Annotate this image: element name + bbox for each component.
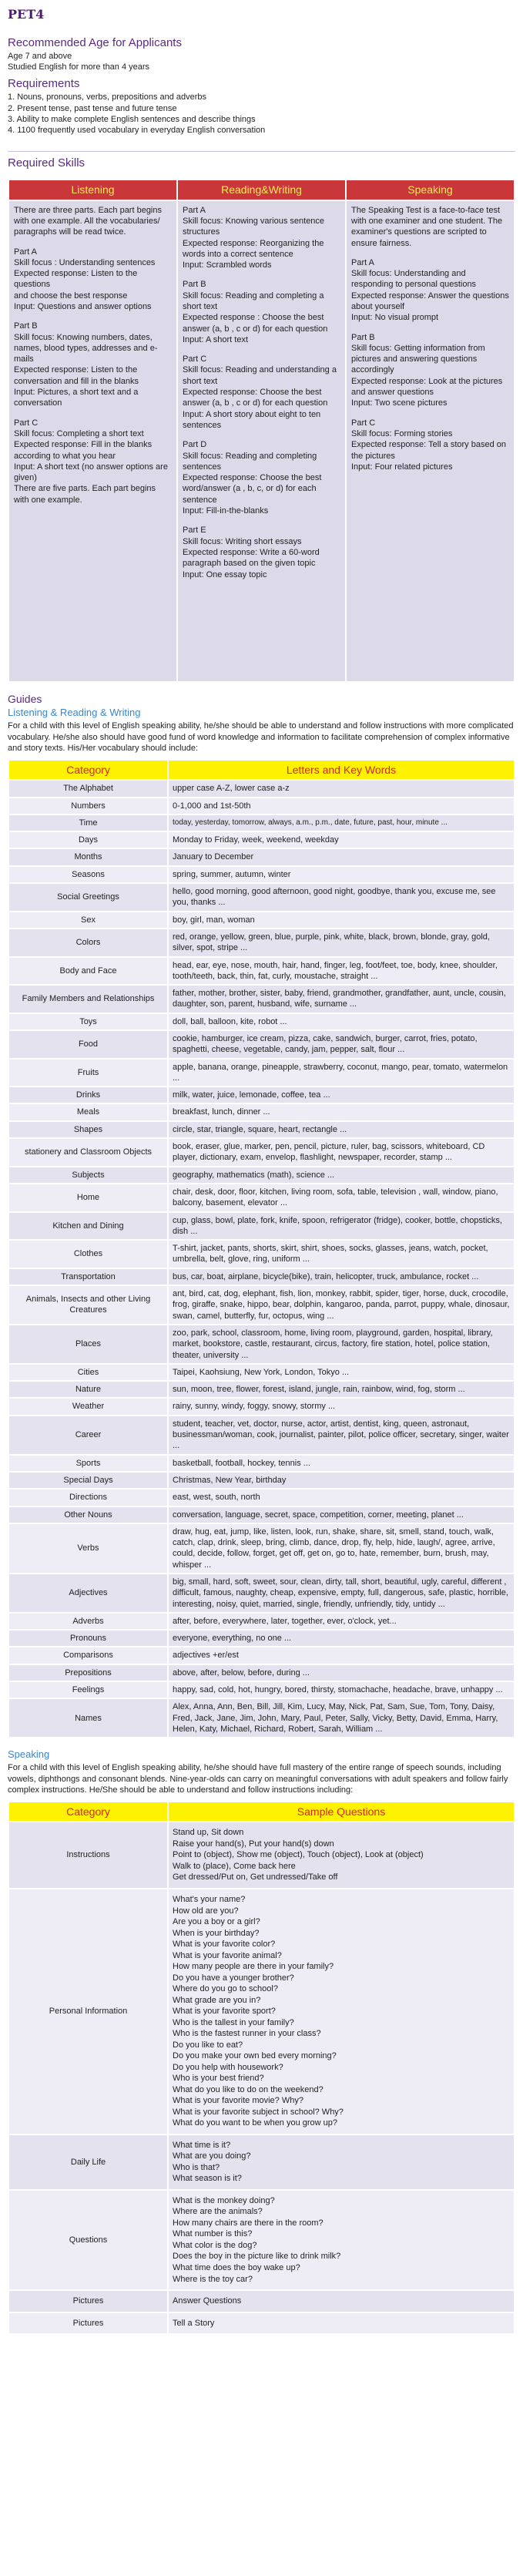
vocabulary-keywords: breakfast, lunch, dinner ... (169, 1104, 514, 1120)
speaking-category: Instructions (9, 1822, 167, 1888)
vocabulary-category: Directions (9, 1490, 167, 1505)
vocabulary-row (9, 884, 514, 911)
vocabulary-keywords: spring, summer, autumn, winter (169, 867, 514, 882)
sample-question: Do you like to eat? (173, 2040, 243, 2050)
skills-line: Part A (14, 247, 37, 257)
vocabulary-row (9, 1286, 514, 1324)
speaking-category: Personal Information (9, 1889, 167, 2134)
vocabulary-row (9, 1490, 514, 1505)
vocabulary-category: Seasons (9, 867, 167, 882)
guides-intro: For a child with this level of English speaking ability, he/she should be able to understand and follow instructions with more complicated vocabulary. He/she also should have good fund of word knowledge and information to facilitate comprehension of complex informative and story texts. His/Her vocabulary should include: (8, 721, 514, 754)
vocabulary-row (9, 849, 514, 865)
sample-question: Who is the tallest in your family? (173, 2017, 294, 2027)
skills-line: Skill focus : Understanding sentences (14, 257, 156, 267)
sample-question: What time does the boy wake up? (173, 2262, 300, 2272)
skills-line: Input: A short text (no answer options are given) (14, 462, 168, 483)
vocabulary-keywords: hello, good morning, good afternoon, good night, goodbye, thank you, excuse me, see you, thanks ... (169, 884, 514, 911)
vocabulary-keywords: doll, ball, balloon, kite, robot ... (169, 1014, 514, 1029)
skills-line: Skill focus: Understanding and responding to personal questions (351, 269, 477, 290)
sample-question: What are you doing? (173, 2151, 251, 2161)
vocabulary-keywords: circle, star, triangle, square, heart, rectangle ... (169, 1122, 514, 1137)
vocabulary-keywords: zoo, park, school, classroom, home, living room, playground, garden, hospital, library, market, bookstore, castle, restaurant, circus, factory, fire station, hotel, police station, theater, university ... (169, 1325, 514, 1363)
vocabulary-category: Prepositions (9, 1665, 167, 1681)
vocabulary-row (9, 1524, 514, 1573)
sample-question: What is your favorite subject in school? Why? (173, 2107, 344, 2117)
vocabulary-row (9, 1416, 514, 1454)
vocabulary-keywords: father, mother, brother, sister, baby, friend, grandmother, grandfather, aunt, uncle, cousin, daughter, son, parent, husband, wife, surname ... (169, 986, 514, 1013)
skills-line: Expected response: Fill in the blanks according to what you hear (14, 440, 153, 461)
sample-question: What grade are you in? (173, 1995, 261, 2005)
speaking-table (8, 1801, 515, 2335)
skills-table (8, 179, 515, 682)
sample-question: Get dressed/Put on, Get undressed/Take off (173, 1872, 338, 1882)
skills-paragraph (183, 354, 340, 431)
vocabulary-category: Adverbs (9, 1614, 167, 1629)
vocabulary-row (9, 781, 514, 796)
skills-line: Expected response: Choose the best word/answer (a , b, c, or d) for each sentence (183, 473, 322, 505)
skills-line: Skill focus: Getting information from pictures and answering questions accordingly (351, 343, 485, 375)
sample-question: What is your favorite color? (173, 1940, 276, 1950)
skills-line: Skill focus: Forming stories (351, 428, 453, 438)
skills-line: Input: Two scene pictures (351, 398, 448, 408)
speaking-row (9, 2135, 514, 2189)
skills-paragraph (351, 332, 509, 409)
skills-line: Expected response : Choose the best answer (a, b , c or d) for each question (183, 313, 328, 334)
vocabulary-row (9, 815, 514, 831)
vocabulary-category: Names (9, 1699, 167, 1737)
vocabulary-row (9, 1456, 514, 1471)
speaking-heading: Speaking (8, 1748, 50, 1761)
vocabulary-row (9, 1325, 514, 1363)
sample-question: Where do you go to school? (173, 1984, 278, 1994)
skills-line: Input: Fill-in-the-blanks (183, 506, 269, 516)
requirement-item: 3. Ability to make complete English sentences and describe things (8, 114, 256, 124)
vocabulary-header-keywords: Letters and Key Words (169, 761, 514, 779)
skills-line: Input: Scrambled words (183, 260, 272, 270)
vocabulary-keywords: head, ear, eye, nose, mouth, hair, hand, finger, leg, foot/feet, toe, body, knee, shoulder, tooth/teeth, back, thin, fat, curly, moustache, straight ... (169, 958, 514, 985)
skills-line: Part C (14, 418, 39, 428)
vocabulary-keywords: above, after, below, before, during ... (169, 1665, 514, 1681)
vocabulary-keywords: boy, girl, man, woman (169, 912, 514, 928)
sample-question: Do you make your own bed every morning? (173, 2051, 337, 2061)
vocabulary-keywords: ant, bird, cat, dog, elephant, fish, lion, monkey, rabbit, spider, tiger, horse, duck, crocodile, frog, giraffe, snake, hippo, bear, dolphin, kangaroo, panda, parrot, puppy, whale, dinosaur, swan, camel, butterfly, fur, octopus, wing ... (169, 1286, 514, 1324)
sample-question: Tell a Story (173, 2318, 215, 2328)
skills-line: Expected response: Write a 60-word paragraph based on the given topic (183, 547, 320, 569)
sample-question: What season is it? (173, 2174, 242, 2184)
skills-heading: Required Skills (8, 156, 85, 170)
speaking-questions (169, 2291, 514, 2312)
vocabulary-category: Places (9, 1325, 167, 1363)
vocabulary-table (8, 759, 515, 1738)
skills-line: Part A (351, 257, 374, 267)
skills-line: Expected response: Look at the pictures and answer questions (351, 376, 503, 398)
vocabulary-keywords: sun, moon, tree, flower, forest, island, jungle, rain, rainbow, wind, fog, storm ... (169, 1382, 514, 1397)
sample-question: Who is that? (173, 2162, 220, 2172)
vocabulary-category: Verbs (9, 1524, 167, 1573)
age-lines (8, 51, 515, 73)
sample-question: How old are you? (173, 1906, 239, 1916)
vocabulary-category: Social Greetings (9, 884, 167, 911)
page-title: PET4 (8, 7, 45, 22)
skills-paragraph (183, 205, 340, 271)
vocabulary-row (9, 1167, 514, 1183)
vocabulary-row (9, 1087, 514, 1103)
requirement-item: 2. Present tense, past tense and future tense (8, 103, 177, 113)
speaking-questions (169, 2135, 514, 2189)
sample-question: Who is the fastest runner in your class? (173, 2029, 321, 2039)
vocabulary-keywords: today, yesterday, tomorrow, always, a.m., p.m., date, future, past, hour, minute ... (169, 815, 514, 831)
vocabulary-category: Sex (9, 912, 167, 928)
vocabulary-category: Other Nouns (9, 1507, 167, 1523)
speaking-category: Pictures (9, 2291, 167, 2312)
vocabulary-category: Subjects (9, 1167, 167, 1183)
vocabulary-row (9, 1269, 514, 1285)
vocabulary-category: Comparisons (9, 1647, 167, 1663)
skills-line: Expected response: Answer the questions about yourself (351, 291, 509, 311)
vocabulary-keywords: conversation, language, secret, space, competition, corner, meeting, planet ... (169, 1507, 514, 1523)
speaking-category: Pictures (9, 2313, 167, 2334)
skills-line: Expected response: Listen to the questions (14, 269, 138, 290)
vocabulary-row (9, 1014, 514, 1029)
vocabulary-keywords: student, teacher, vet, doctor, nurse, actor, artist, dentist, king, queen, astronaut, businessman/woman, cook, journalist, painter, pilot, police officer, secretary, singer, waiter ... (169, 1416, 514, 1454)
skills-line: There are three parts. Each part begins with one example. All the vocabularies/ paragraphs will be read twice. (14, 205, 162, 237)
vocabulary-keywords: bus, car, boat, airplane, bicycle(bike), train, helicopter, truck, ambulance, rocket ... (169, 1269, 514, 1285)
sample-question: Answer Questions (173, 2296, 242, 2306)
requirement-item: 1. Nouns, pronouns, verbs, prepositions and adverbs (8, 92, 207, 102)
vocabulary-category: Toys (9, 1014, 167, 1029)
vocabulary-row (9, 867, 514, 882)
vocabulary-category: Home (9, 1184, 167, 1211)
vocabulary-category: Animals, Insects and other Living Creatures (9, 1286, 167, 1324)
skills-header-speaking: Speaking (347, 180, 514, 199)
skills-line: Skill focus: Knowing numbers, dates, names, blood types, addresses and e-mails (14, 332, 158, 364)
vocabulary-category: Family Members and Relationships (9, 986, 167, 1013)
skills-line: Skill focus: Writing short essays (183, 536, 302, 546)
requirements-list (8, 92, 515, 136)
vocabulary-row (9, 1382, 514, 1397)
skills-paragraph (183, 525, 340, 579)
vocabulary-category: Numbers (9, 798, 167, 814)
sample-question: What number is this? (173, 2229, 253, 2239)
sample-question: Point to (object), Show me (object), Touch (object), Look at (object) (173, 1850, 424, 1860)
speaking-category: Daily Life (9, 2135, 167, 2189)
skills-line: Skill focus: Knowing various sentence structures (183, 216, 325, 237)
vocabulary-keywords: happy, sad, cold, hot, hungry, bored, thirsty, stomachache, headache, brave, unhappy ... (169, 1682, 514, 1698)
vocabulary-category: Pronouns (9, 1631, 167, 1646)
skills-line: Input: A short story about eight to ten sentences (183, 409, 321, 430)
skills-line: Input: One essay topic (183, 569, 267, 579)
skills-line: Expected response: Listen to the conversation and fill in the blanks (14, 365, 139, 386)
guides-subheading: Listening & Reading & Writing (8, 707, 141, 719)
skills-line: Skill focus: Reading and understanding a short text (183, 365, 337, 386)
sample-question: Do you have a younger brother? (173, 1973, 294, 1983)
sample-question: Where is the toy car? (173, 2274, 253, 2284)
vocabulary-keywords: 0-1,000 and 1st-50th (169, 798, 514, 814)
vocabulary-keywords: January to December (169, 849, 514, 865)
skills-paragraph (14, 205, 172, 238)
speaking-questions (169, 1889, 514, 2134)
vocabulary-category: Time (9, 815, 167, 831)
skills-line: Part B (183, 280, 206, 290)
sample-question: What time is it? (173, 2140, 231, 2150)
skills-paragraph (14, 418, 172, 505)
speaking-row (9, 1822, 514, 1888)
skills-header-reading-writing: Reading&Writing (178, 180, 345, 199)
skills-line: Skill focus: Reading and completing sentences (183, 451, 317, 472)
vocabulary-keywords: draw, hug, eat, jump, like, listen, look, run, shake, share, sit, smell, stand, touch, walk, catch, clap, drink, sleep, bring, climb, dance, drop, fly, help, hide, laugh/, agree, arrive, could, decide, follow, forget, get off, get on, go to, hate, remember, burn, brush, may, whisper ... (169, 1524, 514, 1573)
sample-question: Walk to (place), Come back here (173, 1861, 296, 1871)
speaking-intro: For a child with this level of English speaking ability, he/she should have full mastery of the entire range of speech sounds, including vowels, diphthongs and consonant blends. Nine-year-olds can carry on meaningful conversations with adult speakers and follow fairly complex instructions. He/She should be able to understand and follow instructions including: (8, 1763, 508, 1795)
vocabulary-row (9, 912, 514, 928)
skills-line: Part C (183, 354, 207, 364)
vocabulary-keywords: Monday to Friday, week, weekend, weekday (169, 832, 514, 848)
sample-question: What do you want to be when you grow up? (173, 2118, 338, 2128)
vocabulary-row (9, 1104, 514, 1120)
skills-cell-speaking (347, 201, 514, 681)
skills-line: Part D (183, 440, 207, 450)
skills-line: Expected response: Reorganizing the words into a correct sentence (183, 238, 324, 259)
sample-question: What color is the dog? (173, 2240, 257, 2250)
vocabulary-category: Body and Face (9, 958, 167, 985)
sample-question: Who is your best friend? (173, 2074, 264, 2084)
vocabulary-keywords: east, west, south, north (169, 1490, 514, 1505)
vocabulary-row (9, 798, 514, 814)
requirement-item: 4. 1100 frequently used vocabulary in everyday English conversation (8, 126, 266, 136)
vocabulary-category: The Alphabet (9, 781, 167, 796)
skills-paragraph (183, 439, 340, 516)
vocabulary-keywords: Alex, Anna, Ann, Ben, Bill, Jill, Kim, Lucy, May, Nick, Pat, Sam, Sue, Tom, Tony, Daisy, Fred, Jack, Jane, Jim, John, Mary, Paul, Peter, Sally, Vicky, Betty, David, Emma, Harry, Helen, Katy, Michael, Richard, Robert, Sarah, William ... (169, 1699, 514, 1737)
vocabulary-keywords: rainy, sunny, windy, foggy, snowy, stormy ... (169, 1399, 514, 1414)
divider (8, 151, 515, 152)
sample-question: How many people are there in your family? (173, 1962, 334, 1972)
skills-line: There are five parts. Each part begins with one example. (14, 484, 156, 505)
skills-line: Input: Pictures, a short text and a conversation (14, 388, 139, 408)
speaking-row (9, 2191, 514, 2289)
vocabulary-row (9, 1122, 514, 1137)
vocabulary-row (9, 1399, 514, 1414)
vocabulary-row (9, 1665, 514, 1681)
vocabulary-keywords: cup, glass, bowl, plate, fork, knife, spoon, refrigerator (fridge), cooker, bottle, chopsticks, dish ... (169, 1213, 514, 1240)
vocabulary-keywords: cookie, hamburger, ice cream, pizza, cake, sandwich, burger, carrot, fries, potato, spaghetti, cheese, vegetable, candy, jam, pepper, salt, flour ... (169, 1031, 514, 1058)
requirements-heading: Requirements (8, 77, 80, 91)
sample-question: Are you a boy or a girl? (173, 1917, 260, 1927)
vocabulary-keywords: milk, water, juice, lemonade, coffee, tea ... (169, 1087, 514, 1103)
vocabulary-row (9, 1473, 514, 1488)
vocabulary-category: Special Days (9, 1473, 167, 1488)
sample-question: How many chairs are there in the room? (173, 2218, 324, 2228)
skills-line: Part B (14, 321, 38, 331)
age-line: Studied English for more than 4 years (8, 62, 150, 72)
speaking-header-questions: Sample Questions (169, 1802, 514, 1821)
vocabulary-keywords: everyone, everything, no one ... (169, 1631, 514, 1646)
vocabulary-category: Sports (9, 1456, 167, 1471)
speaking-category: Questions (9, 2191, 167, 2289)
speaking-header-category: Category (9, 1802, 167, 1821)
sample-question: Stand up, Sit down (173, 1828, 244, 1838)
vocabulary-row (9, 1699, 514, 1737)
vocabulary-category: Feelings (9, 1682, 167, 1698)
skills-paragraph (14, 247, 172, 313)
speaking-rows (9, 1822, 514, 2333)
speaking-row (9, 2291, 514, 2312)
guides-heading: Guides (8, 692, 42, 705)
speaking-questions (169, 2191, 514, 2289)
skills-line: Skill focus: Completing a short text (14, 428, 144, 438)
sample-question: Where are the animals? (173, 2207, 263, 2217)
vocabulary-row (9, 1631, 514, 1646)
vocabulary-keywords: chair, desk, door, floor, kitchen, living room, sofa, table, television , wall, window, piano, balcony, basement, elevator ... (169, 1184, 514, 1211)
vocabulary-category: Career (9, 1416, 167, 1454)
skills-paragraph (183, 279, 340, 345)
skills-line: Part E (183, 526, 206, 536)
vocabulary-keywords: adjectives +er/est (169, 1647, 514, 1663)
vocabulary-keywords: red, orange, yellow, green, blue, purple, pink, white, black, brown, blonde, gray, gold, silver, spot, stripe ... (169, 929, 514, 956)
skills-paragraph (14, 321, 172, 408)
vocabulary-keywords: geography, mathematics (math), science ... (169, 1167, 514, 1183)
vocabulary-category: Transportation (9, 1269, 167, 1285)
vocabulary-row (9, 1574, 514, 1612)
sample-question: What is the monkey doing? (173, 2195, 275, 2205)
vocabulary-rows (9, 781, 514, 1737)
skills-line: Input: No visual prompt (351, 313, 439, 323)
skills-line: Input: Four related pictures (351, 462, 453, 472)
vocabulary-category: Kitchen and Dining (9, 1213, 167, 1240)
vocabulary-category: Fruits (9, 1060, 167, 1086)
vocabulary-row (9, 1365, 514, 1380)
vocabulary-category: stationery and Classroom Objects (9, 1139, 167, 1166)
vocabulary-category: Colors (9, 929, 167, 956)
vocabulary-row (9, 1647, 514, 1663)
skills-line: Expected response: Choose the best answer (a, b , c or d) for each question (183, 388, 328, 408)
vocabulary-keywords: book, eraser, glue, marker, pen, pencil, picture, ruler, bag, scissors, whiteboard, CD player, dictionary, exam, envelop, flashlight, newspaper, recorder, stamp ... (169, 1139, 514, 1166)
sample-question: Raise your hand(s), Put your hand(s) down (173, 1839, 334, 1849)
vocabulary-keywords: Christmas, New Year, birthday (169, 1473, 514, 1488)
skills-line: The Speaking Test is a face-to-face test with one examiner and one student. The examiner's questions are scripted to ensure fairness. (351, 205, 503, 248)
vocabulary-category: Shapes (9, 1122, 167, 1137)
sample-question: What's your name? (173, 1895, 246, 1904)
skills-header-listening: Listening (9, 180, 176, 199)
vocabulary-category: Clothes (9, 1241, 167, 1268)
vocabulary-row (9, 1507, 514, 1523)
speaking-row (9, 1889, 514, 2134)
vocabulary-row (9, 1213, 514, 1240)
sample-question: What is your favorite sport? (173, 2007, 276, 2017)
vocabulary-category: Food (9, 1031, 167, 1058)
skills-cell-listening (9, 201, 176, 681)
skills-line: Part C (351, 418, 376, 428)
vocabulary-row (9, 1184, 514, 1211)
vocabulary-category: Nature (9, 1382, 167, 1397)
age-heading: Recommended Age for Applicants (8, 36, 182, 50)
skills-cell-reading-writing (178, 201, 345, 681)
skills-paragraph (351, 257, 509, 324)
sample-question: When is your birthday? (173, 1928, 260, 1938)
vocabulary-keywords: big, small, hard, soft, sweet, sour, clean, dirty, tall, short, beautiful, ugly, careful, different , difficult, famous, naughty, cheap, expensive, empty, full, dangerous, safe, plastic, horrible, interesting, noisy, quiet, married, single, friendly, unfriendly, tidy, untidy ... (169, 1574, 514, 1612)
vocabulary-category: Adjectives (9, 1574, 167, 1612)
vocabulary-category: Drinks (9, 1087, 167, 1103)
skills-line: Skill focus: Reading and completing a short text (183, 291, 324, 311)
skills-line: and choose the best response (14, 291, 128, 301)
speaking-row (9, 2313, 514, 2334)
vocabulary-category: Months (9, 849, 167, 865)
sample-question: Do you help with housework? (173, 2062, 283, 2072)
skills-paragraph (351, 418, 509, 472)
sample-question: What is your favorite movie? Why? (173, 2096, 303, 2106)
vocabulary-category: Meals (9, 1104, 167, 1120)
vocabulary-keywords: upper case A-Z, lower case a-z (169, 781, 514, 796)
vocabulary-row (9, 1241, 514, 1268)
vocabulary-keywords: basketball, football, hockey, tennis ... (169, 1456, 514, 1471)
vocabulary-category: Weather (9, 1399, 167, 1414)
vocabulary-keywords: Taipei, Kaohsiung, New York, London, Tokyo ... (169, 1365, 514, 1380)
skills-line: Part B (351, 332, 375, 342)
vocabulary-row (9, 986, 514, 1013)
vocabulary-row (9, 1060, 514, 1086)
sample-question: What is your favorite animal? (173, 1950, 282, 1960)
vocabulary-row (9, 1682, 514, 1698)
vocabulary-row (9, 832, 514, 848)
vocabulary-header-category: Category (9, 761, 167, 779)
age-line: Age 7 and above (8, 51, 72, 61)
sample-question: Does the boy in the picture like to drink milk? (173, 2252, 341, 2262)
vocabulary-keywords: after, before, everywhere, later, together, ever, o'clock, yet... (169, 1614, 514, 1629)
skills-paragraph (351, 205, 509, 249)
speaking-questions (169, 2313, 514, 2334)
speaking-questions (169, 1822, 514, 1888)
vocabulary-keywords: T-shirt, jacket, pants, shorts, skirt, shirt, shoes, socks, glasses, jeans, watch, pocket, umbrella, belt, glove, ring, uniform ... (169, 1241, 514, 1268)
vocabulary-row (9, 1031, 514, 1058)
vocabulary-category: Cities (9, 1365, 167, 1380)
vocabulary-row (9, 929, 514, 956)
sample-question: What do you like to do on the weekend? (173, 2084, 324, 2094)
skills-line: Expected response: Tell a story based on the pictures (351, 440, 506, 461)
vocabulary-row (9, 1139, 514, 1166)
vocabulary-row (9, 1614, 514, 1629)
vocabulary-row (9, 958, 514, 985)
skills-line: Input: Questions and answer options (14, 301, 152, 311)
vocabulary-keywords: apple, banana, orange, pineapple, strawberry, coconut, mango, pear, tomato, watermelon ... (169, 1060, 514, 1086)
skills-line: Part A (183, 205, 206, 215)
vocabulary-category: Days (9, 832, 167, 848)
skills-line: Input: A short text (183, 334, 248, 344)
